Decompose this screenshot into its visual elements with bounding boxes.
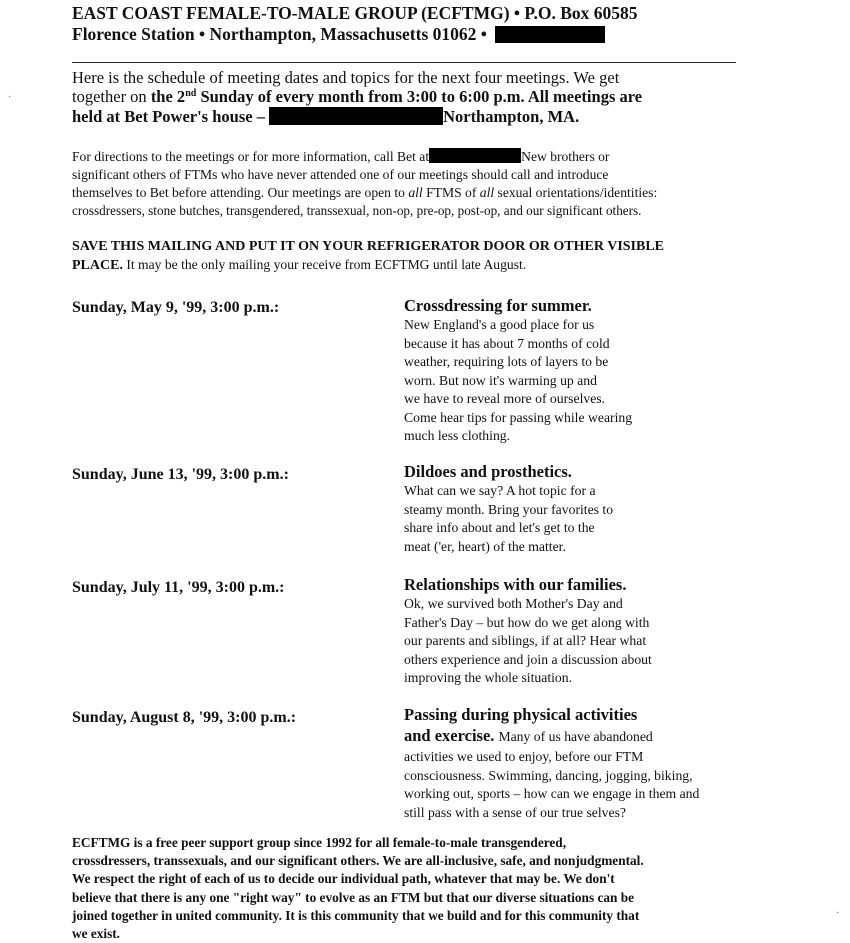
meeting-desc-line: others experience and join a discussion about <box>404 651 652 667</box>
meeting-title-2: and exercise. <box>404 726 495 745</box>
intro-city: Northampton, MA. <box>443 107 580 126</box>
redaction-bar <box>495 26 605 43</box>
meeting-date: Sunday, July 11, '99, 3:00 p.m.: <box>72 579 285 596</box>
scan-speck: · <box>836 908 840 919</box>
meeting-desc-line: our parents and siblings, if at all? Hear what <box>404 633 647 648</box>
meeting-title: Dildoes and prosthetics. <box>404 462 572 481</box>
meeting-desc-line: activities we used to enjoy, before our FTM <box>404 749 644 764</box>
meeting-title: Relationships with our families. <box>404 575 627 594</box>
meeting-desc-line: steamy month. Bring your favorites to <box>404 501 614 517</box>
meeting-entry <box>404 575 652 688</box>
meeting-entry <box>404 705 699 822</box>
intro-text: together on <box>72 87 147 106</box>
directions-text-4: FTMS of <box>426 185 477 200</box>
meeting-desc-line: Ok, we survived both Mother's Day and <box>404 596 623 611</box>
redaction-bar <box>269 107 443 125</box>
meeting-title: Crossdressing for summer. <box>404 296 592 315</box>
intro-line-2 <box>72 87 642 107</box>
intro-location: held at Bet Power's house – <box>72 107 265 126</box>
header-address: Florence Station • Northampton, Massachusetts 01062 • <box>72 24 487 44</box>
meeting-desc-line: weather, requiring lots of layers to be <box>404 354 609 369</box>
intro-line-1: Here is the schedule of meeting dates and topics for the next four meetings. We get <box>72 68 620 87</box>
directions-line-3 <box>72 184 657 202</box>
mission-line: ECFTMG is a free peer support group since 1992 for all female-to-male transgendered, <box>72 835 567 850</box>
meeting-desc-line: Come hear tips for passing while wearing <box>404 409 633 425</box>
intro-line-3 <box>72 107 579 127</box>
meeting-desc-line: worn. But now it's warming up and <box>404 372 597 388</box>
meeting-desc-line: Father's Day – but how do we get along with <box>404 614 650 630</box>
meeting-date: Sunday, August 8, '99, 3:00 p.m.: <box>72 709 297 726</box>
mission-statement <box>72 834 644 943</box>
directions-text-3: themselves to Bet before attending. Our meetings are open to <box>72 185 405 200</box>
meeting-desc-line: much less clothing. <box>404 428 511 443</box>
emphasis-all: all <box>408 185 423 200</box>
header-rule <box>72 62 736 63</box>
mission-line: believe that there is any one "right way" to evolve as an FTM but that our diverse situations can be <box>72 889 635 905</box>
meeting-desc-line: working out, sports – how can we engage in them and <box>404 786 700 801</box>
directions-text-2: New brothers or <box>521 149 610 164</box>
meeting-desc-line: Many of us have abandoned <box>498 729 653 744</box>
meeting-desc-line: What can we say? A hot topic for a <box>404 483 596 498</box>
intro-emphasis <box>151 87 642 106</box>
directions-line-1 <box>72 148 609 166</box>
save-notice-line-2 <box>72 256 526 275</box>
meeting-desc-line: meat ('er, heart) of the matter. <box>404 538 566 554</box>
meeting-desc-line: still pass with a sense of our true selves? <box>404 804 626 820</box>
header-line-2 <box>72 23 605 45</box>
meeting-date: Sunday, May 9, '99, 3:00 p.m.: <box>72 299 280 316</box>
meeting-desc-line: we have to reveal more of ourselves. <box>404 391 606 406</box>
ordinal-suffix: nd <box>185 88 197 99</box>
meeting-title: Passing during physical activities <box>404 705 638 724</box>
meeting-desc-line: share info about and let's get to the <box>404 520 595 535</box>
save-note: It may be the only mailing your receive from ECFTMG until late August. <box>126 257 527 272</box>
save-notice-line-1: SAVE THIS MAILING AND PUT IT ON YOUR REFRIGERATOR DOOR OR OTHER VISIBLE <box>72 239 665 254</box>
meeting-title-continued <box>404 725 699 748</box>
intro-day: the 2 <box>150 87 186 106</box>
intro-schedule: Sunday of every month from 3:00 to 6:00 p.m. All meetings are <box>200 87 643 106</box>
meeting-desc-line: consciousness. Swimming, dancing, jogging, biking, <box>404 767 693 783</box>
meeting-date: Sunday, June 13, '99, 3:00 p.m.: <box>72 466 289 483</box>
mission-line: We respect the right of each of us to decide our individual path, whatever that may be. We don't <box>72 871 615 887</box>
meeting-entry <box>404 296 632 446</box>
directions-text-5: sexual orientations/identities: <box>497 185 658 200</box>
scan-speck: · <box>8 92 12 103</box>
mission-line: joined together in united community. It is this community that we build and for this community that <box>72 907 640 923</box>
mission-line: crossdressers, transsexuals, and our significant others. We are all-inclusive, safe, and nonjudgmental. <box>72 853 644 869</box>
mission-line: we exist. <box>72 926 120 942</box>
directions-line-2: significant others of FTMs who have never attended one of our meetings should call and introduce <box>72 167 609 182</box>
redaction-bar <box>429 148 521 163</box>
save-place: PLACE. <box>72 258 123 273</box>
meeting-desc-line: because it has about 7 months of cold <box>404 335 610 351</box>
emphasis-all-2: all <box>479 185 495 200</box>
meeting-entry <box>404 462 613 556</box>
meeting-desc-line: improving the whole situation. <box>404 670 573 685</box>
header-line-1: EAST COAST FEMALE-TO-MALE GROUP (ECFTMG) • P.O. Box 60585 <box>72 3 638 23</box>
directions-line-4: crossdressers, stone butches, transgendered, transsexual, non-op, pre-op, post-op, and our significant others. <box>72 203 642 218</box>
directions-text: For directions to the meetings or for more information, call Bet at <box>72 149 430 164</box>
meeting-desc-line: New England's a good place for us <box>404 317 595 332</box>
